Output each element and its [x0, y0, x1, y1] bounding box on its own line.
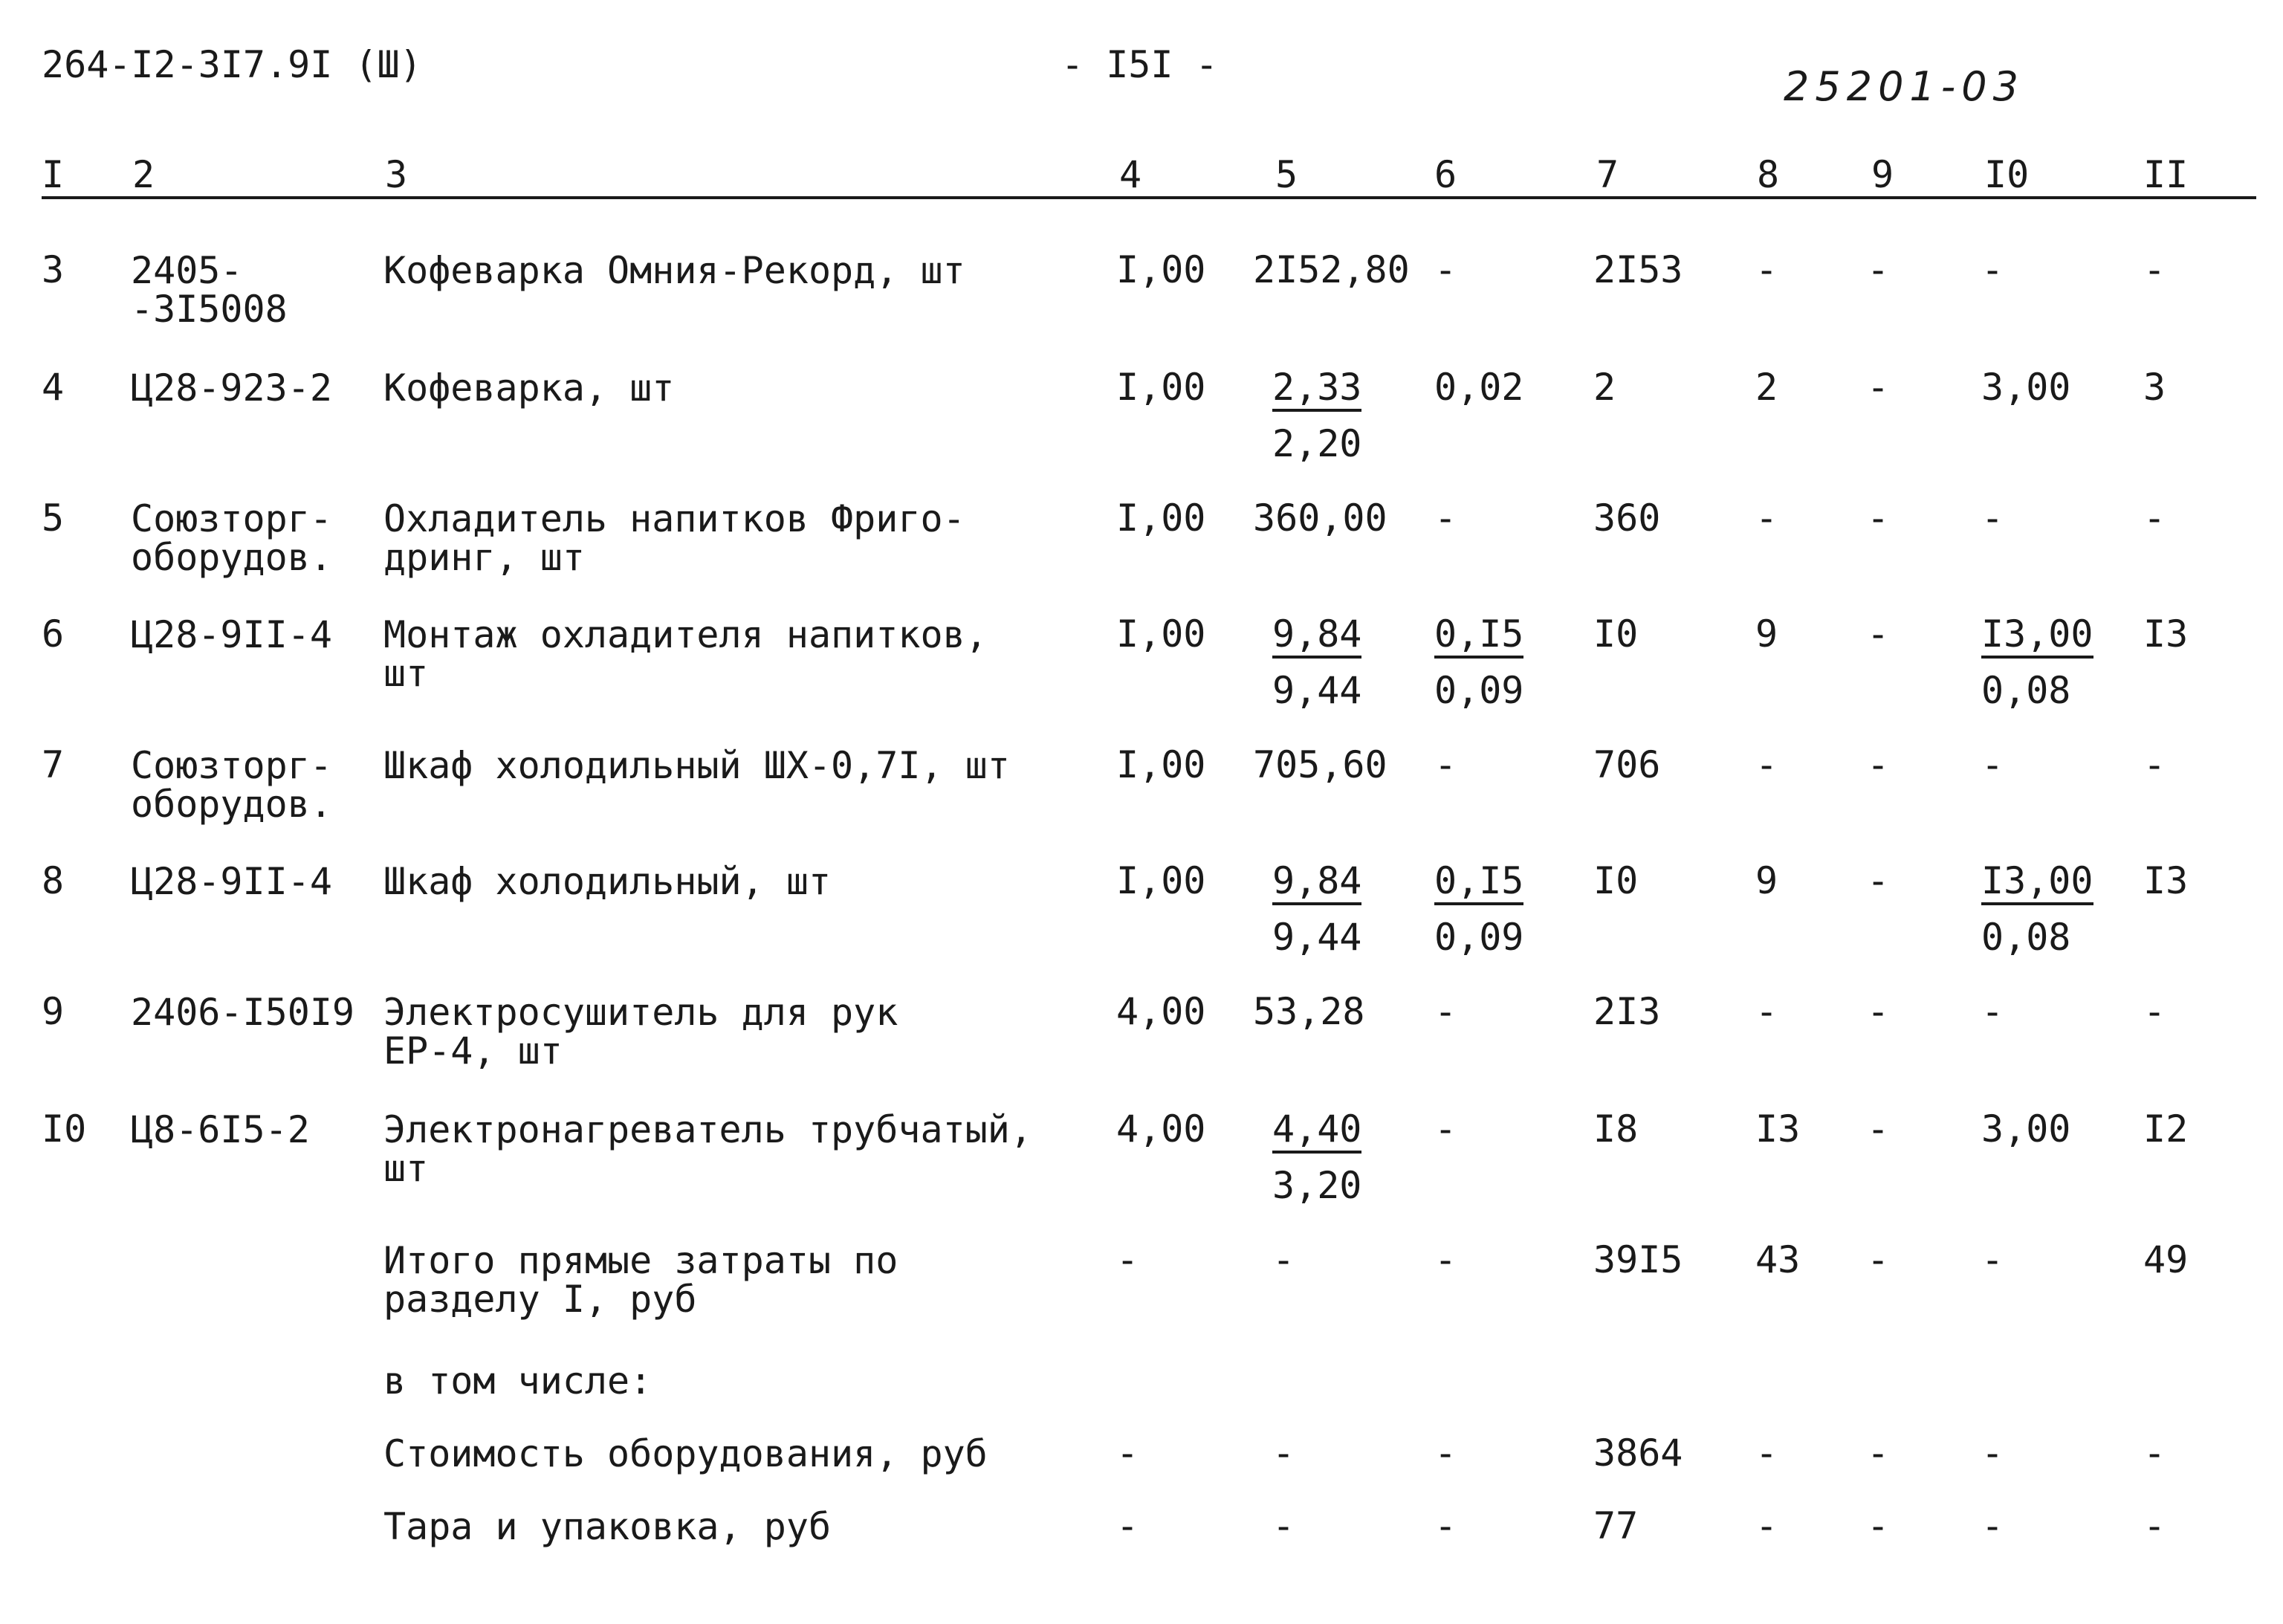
- price-code: 2405- -3I5008: [131, 249, 288, 331]
- total-cost: I0: [1593, 859, 1639, 902]
- unit-price: 9,84: [1272, 615, 1361, 659]
- unit-price: 2,33: [1272, 369, 1361, 412]
- column-10-value: -: [1981, 1504, 2004, 1547]
- quantity: I,00: [1116, 248, 1206, 291]
- column-8-value: I3: [1755, 1107, 1801, 1151]
- column-header: 3: [385, 153, 408, 196]
- column-9-value: -: [1867, 496, 1890, 540]
- unit-price-sub: 9,44: [1272, 669, 1362, 712]
- column-9-value: -: [1867, 1504, 1890, 1547]
- quantity: I,00: [1116, 859, 1206, 902]
- column-11-value: -: [2143, 1504, 2166, 1547]
- column-header: 6: [1434, 153, 1457, 196]
- column-6-value: -: [1434, 1107, 1457, 1151]
- total-cost: I0: [1593, 612, 1639, 656]
- total-cost: 2: [1593, 366, 1616, 409]
- unit-price: 2I52,80: [1253, 248, 1410, 291]
- row-number: 5: [42, 496, 65, 540]
- unit-price-sub: 3,20: [1272, 1164, 1362, 1207]
- price-code: Союзторг- оборудов.: [131, 497, 332, 579]
- column-10-value: -: [1981, 248, 2004, 291]
- column-11-value: I3: [2143, 612, 2189, 656]
- column-9-value: -: [1867, 366, 1890, 409]
- quantity: -: [1116, 1431, 1139, 1475]
- row-number: 9: [42, 990, 65, 1033]
- total-cost: 39I5: [1593, 1238, 1683, 1281]
- unit-price: 9,84: [1272, 862, 1361, 905]
- column-10-value: 3,00: [1981, 1107, 2071, 1151]
- column-9-value: -: [1867, 743, 1890, 786]
- column-11-value: 3: [2143, 366, 2166, 409]
- price-code: Ц8-6I5-2: [131, 1108, 310, 1151]
- column-9-value: -: [1867, 859, 1890, 902]
- page-number: - I5I -: [1061, 43, 1218, 86]
- price-code: Союзторг- оборудов.: [131, 744, 332, 826]
- column-6-value: -: [1434, 1238, 1457, 1281]
- quantity: I,00: [1116, 743, 1206, 786]
- column-8-value: -: [1755, 743, 1778, 786]
- price-code: Ц28-923-2: [131, 366, 332, 410]
- item-name: в том числе:: [383, 1359, 652, 1403]
- header-divider: [42, 196, 2256, 199]
- item-name: Монтаж охладителя напитков, шт: [383, 613, 988, 695]
- registration-stamp: 25201-03: [1784, 63, 2024, 110]
- column-11-value: -: [2143, 248, 2166, 291]
- column-9-value: -: [1867, 612, 1890, 656]
- column-10-value: 3,00: [1981, 366, 2071, 409]
- column-11-value: -: [2143, 1431, 2166, 1475]
- column-9-value: -: [1867, 1107, 1890, 1151]
- quantity: -: [1116, 1238, 1139, 1281]
- column-6-value: 0,I5: [1434, 615, 1523, 659]
- unit-price-sub: 2,20: [1272, 422, 1362, 465]
- row-number: 4: [42, 366, 65, 409]
- column-9-value: -: [1867, 990, 1890, 1033]
- unit-price: 705,60: [1253, 743, 1387, 786]
- quantity: -: [1116, 1504, 1139, 1547]
- row-number: I0: [42, 1107, 87, 1151]
- column-9-value: -: [1867, 248, 1890, 291]
- row-number: 8: [42, 859, 65, 902]
- item-name: Электронагреватель трубчатый, шт: [383, 1108, 1032, 1190]
- column-header: 2: [132, 153, 155, 196]
- column-10-value: I3,00: [1981, 615, 2093, 659]
- column-header: 8: [1757, 153, 1780, 196]
- column-10-value: I3,00: [1981, 862, 2093, 905]
- column-6-value: -: [1434, 743, 1457, 786]
- row-number: 3: [42, 248, 65, 291]
- column-6-value: -: [1434, 1431, 1457, 1475]
- quantity: I,00: [1116, 366, 1206, 409]
- column-11-value: -: [2143, 990, 2166, 1033]
- column-header: II: [2143, 153, 2189, 196]
- column-11-value: I3: [2143, 859, 2189, 902]
- total-cost: 3864: [1593, 1431, 1683, 1475]
- column-6-sub: 0,09: [1434, 916, 1524, 959]
- column-10-sub: 0,08: [1981, 669, 2071, 712]
- quantity: I,00: [1116, 612, 1206, 656]
- column-10-value: -: [1981, 1238, 2004, 1281]
- column-9-value: -: [1867, 1431, 1890, 1475]
- quantity: 4,00: [1116, 990, 1206, 1033]
- column-header: 9: [1871, 153, 1894, 196]
- total-cost: 2I53: [1593, 248, 1683, 291]
- item-name: Итого прямые затраты по разделу I, руб: [383, 1239, 898, 1321]
- column-11-value: I2: [2143, 1107, 2189, 1151]
- column-header: 4: [1119, 153, 1142, 196]
- item-name: Тара и упаковка, руб: [383, 1505, 832, 1548]
- item-name: Шкаф холодильный ШХ-0,7I, шт: [383, 744, 1010, 787]
- column-8-value: 9: [1755, 612, 1778, 656]
- total-cost: I8: [1593, 1107, 1639, 1151]
- item-name: Кофеварка Омния-Рекорд, шт: [383, 249, 965, 292]
- total-cost: 77: [1593, 1504, 1639, 1547]
- column-8-value: -: [1755, 1504, 1778, 1547]
- column-header: I0: [1984, 153, 2030, 196]
- column-8-value: -: [1755, 496, 1778, 540]
- column-6-value: -: [1434, 248, 1457, 291]
- unit-price: -: [1272, 1238, 1295, 1281]
- column-header: 7: [1596, 153, 1619, 196]
- item-name: Кофеварка, шт: [383, 366, 675, 410]
- total-cost: 706: [1593, 743, 1661, 786]
- item-name: Стоимость оборудования, руб: [383, 1432, 988, 1475]
- total-cost: 360: [1593, 496, 1661, 540]
- column-header: I: [42, 156, 64, 199]
- column-6-value: 0,I5: [1434, 862, 1523, 905]
- unit-price: -: [1272, 1431, 1295, 1475]
- column-10-value: -: [1981, 990, 2004, 1033]
- column-10-value: -: [1981, 743, 2004, 786]
- quantity: 4,00: [1116, 1107, 1206, 1151]
- column-8-value: -: [1755, 248, 1778, 291]
- unit-price-sub: 9,44: [1272, 916, 1362, 959]
- price-code: Ц28-9II-4: [131, 613, 332, 656]
- column-8-value: 43: [1755, 1238, 1801, 1281]
- document-code: 264-I2-3I7.9I (Ш): [42, 43, 422, 86]
- unit-price: 4,40: [1272, 1110, 1361, 1154]
- column-6-value: -: [1434, 496, 1457, 540]
- price-code: Ц28-9II-4: [131, 860, 332, 903]
- column-9-value: -: [1867, 1238, 1890, 1281]
- quantity: I,00: [1116, 496, 1206, 540]
- column-11-value: 49: [2143, 1238, 2189, 1281]
- column-10-sub: 0,08: [1981, 916, 2071, 959]
- unit-price: 53,28: [1253, 990, 1365, 1033]
- column-6-value: 0,02: [1434, 366, 1524, 409]
- row-number: 6: [42, 612, 65, 656]
- column-8-value: 2: [1755, 366, 1778, 409]
- column-8-value: -: [1755, 990, 1778, 1033]
- column-10-value: -: [1981, 1431, 2004, 1475]
- item-name: Охладитель напитков Фриго- дринг, шт: [383, 497, 965, 579]
- row-number: 7: [42, 743, 65, 786]
- item-name: Шкаф холодильный, шт: [383, 860, 832, 903]
- column-6-sub: 0,09: [1434, 669, 1524, 712]
- column-header: 5: [1275, 153, 1298, 196]
- column-6-value: -: [1434, 1504, 1457, 1547]
- price-code: 2406-I50I9: [131, 991, 355, 1034]
- column-11-value: -: [2143, 743, 2166, 786]
- column-10-value: -: [1981, 496, 2004, 540]
- column-11-value: -: [2143, 496, 2166, 540]
- column-8-value: -: [1755, 1431, 1778, 1475]
- total-cost: 2I3: [1593, 990, 1661, 1033]
- unit-price: -: [1272, 1504, 1295, 1547]
- column-6-value: -: [1434, 990, 1457, 1033]
- item-name: Электросушитель для рук ЕР-4, шт: [383, 991, 898, 1073]
- column-8-value: 9: [1755, 859, 1778, 902]
- unit-price: 360,00: [1253, 496, 1387, 540]
